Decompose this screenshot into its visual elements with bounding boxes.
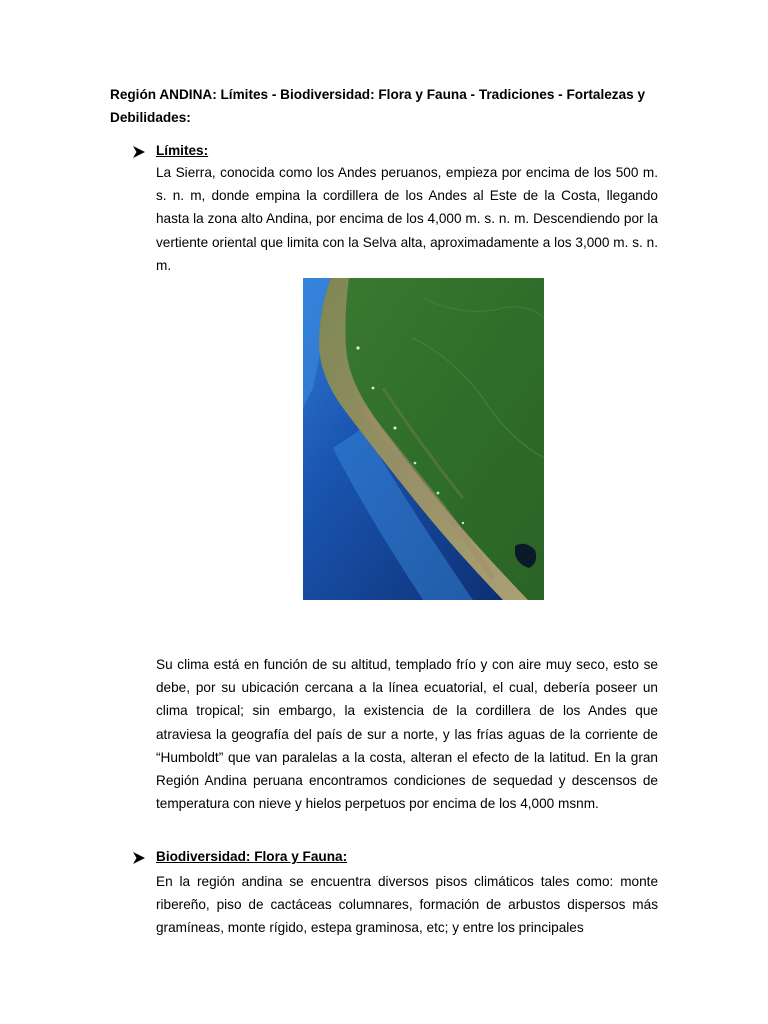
satellite-map-peru xyxy=(303,278,544,600)
paragraph-limites: La Sierra, conocida como los Andes peruanos, empieza por encima de los 500 m. s. n. m, donde empina la cordillera de los Andes al Este de la Costa, llegando hasta la zona alto Andina, por encima de los 4,000 m. s. n. m. Descendiendo por la vertiente oriental que limita con la Selva alta, aproximadamente a los 3,000 m. s. n. m. xyxy=(156,165,658,273)
paragraph-biodiversidad: En la región andina se encuentra diversos pisos climáticos tales como: monte ribereño, piso de cactáceas columnares, formación de arbustos dispersos más gramíneas, monte rígido, estepa graminosa, etc; y entre los principales xyxy=(156,874,658,936)
arrow-bullet-icon xyxy=(132,851,146,865)
arrow-bullet-icon xyxy=(132,145,146,159)
satellite-map-image xyxy=(303,278,544,600)
document-title: Región ANDINA: Límites - Biodiversidad: Flora y Fauna - Tradiciones - Fortalezas y Debilidades: xyxy=(110,87,646,125)
paragraph-clima: Su clima está en función de su altitud, templado frío y con aire muy seco, esto se debe, por su ubicación cercana a la línea ecuatorial, el cual, debería poseer un clima tropical; sin embargo, la existencia de la cordillera de los Andes que atraviesa la geografía del país de sur a norte, y las frías aguas de la corriente de “Humboldt” que van paralelas a la costa, alteran el efecto de la latitud. En la gran Región Andina peruana encontramos condiciones de sequedad y descensos de temperatura con nieve y hielos perpetuos por encima de los 4,000 msnm. xyxy=(156,657,658,812)
section-heading-limites: Límites: xyxy=(156,143,209,158)
section-heading-biodiversidad: Biodiversidad: Flora y Fauna: xyxy=(156,849,348,864)
